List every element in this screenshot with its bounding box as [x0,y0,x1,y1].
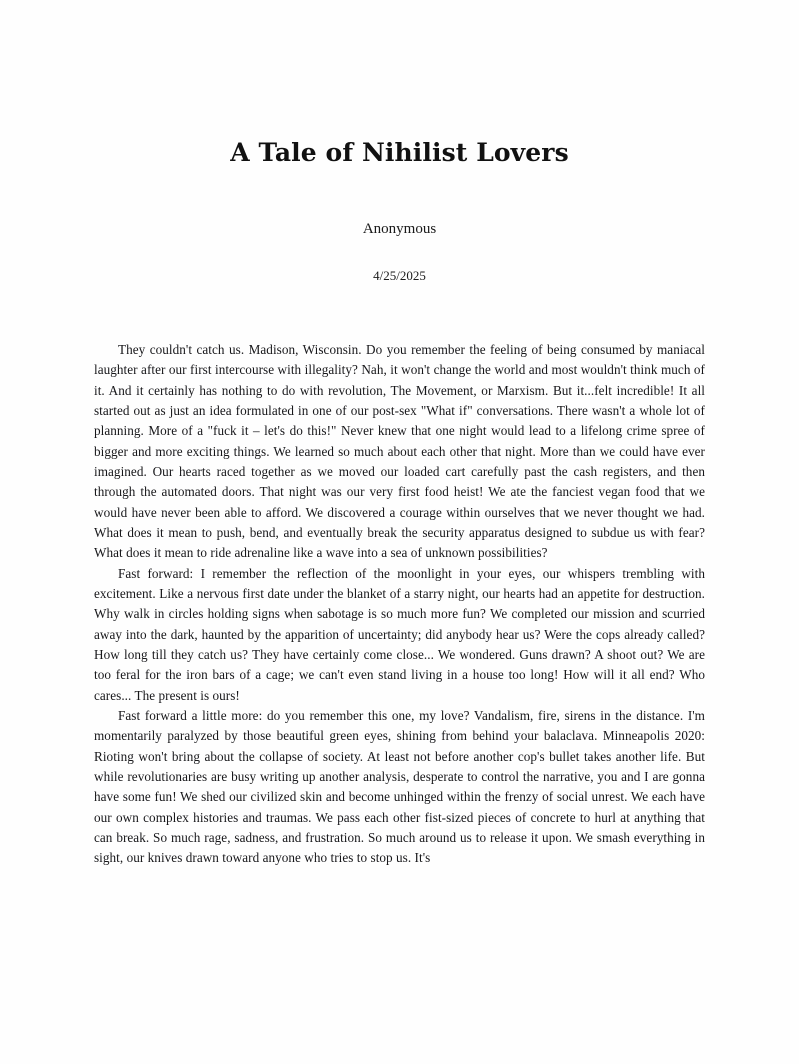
body-paragraph: Fast forward: I remember the reflection of the moonlight in your eyes, our whispers trembling with excitement. Like a nervous first date under the blanket of a starry night, our hearts had an appetite for destruction. Why walk in circles holding signs when sabotage is so much more fun? We completed our mission and scurried away into the dark, haunted by the apparition of uncertainty; did anybody hear us? Were the cops already called? How long till they catch us? They have certainly come close... We wondered. Guns drawn? A shoot out? We are too feral for the iron bars of a cage; we can't even stand living in a house too long! How will it all end? Who cares... The present is ours! [94,565,705,703]
body-paragraph: Fast forward a little more: do you remember this one, my love? Vandalism, fire, sirens in the distance. I'm momentarily paralyzed by those beautiful green eyes, shining from behind your balaclava. Minneapolis 2020: Rioting won't bring about the collapse of society. At least not before another cop's bullet takes another life. But while revolutionaries are busy writing up another analysis, desperate to control the narrative, you and I are gonna have some fun! We shed our civilized skin and become unhinged within the frenzy of social unrest. We each have our own complex histories and traumas. We pass each other fist-sized pieces of concrete to hurl at anything that can break. So much rage, sadness, and frustration. So much around us to release it upon. We smash everything in sight, our knives drawn toward anyone who tries to stop us. It's [94,707,705,866]
document-date: 4/25/2025 [373,268,426,283]
body-paragraph: They couldn't catch us. Madison, Wisconsin. Do you remember the feeling of being consumed by maniacal laughter after our first intercourse with illegality? Nah, it won't change the world and most wouldn't think much of it. And it certainly has nothing to do with revolution, The Movement, or Marxism. But it...felt incredible! It all started out as just an idea formulated in one of our post-sex "What if" conversations. There wasn't a whole lot of planning. More of a "fuck it – let's do this!" Never knew that one night would lead to a lifelong crime spree of bigger and more exciting things. We learned so much about each other that night. More than we could have ever imagined. Our hearts raced together as we moved our loaded cart carefully past the cash registers, and then through the automated doors. That night was our very first food heist! We ate the fanciest vegan food that we would have never been able to afford. We discovered a courage within ourselves that we never thought we had. What does it mean to push, bend, and eventually break the security apparatus designed to subdue us with fear? What does it mean to ride adrenaline like a wave into a sea of unknown possibilities? [94,342,705,561]
document-author: Anonymous [362,221,437,237]
document-title: A Tale of Nihilist Lovers [230,138,569,167]
document-content [94,340,705,869]
